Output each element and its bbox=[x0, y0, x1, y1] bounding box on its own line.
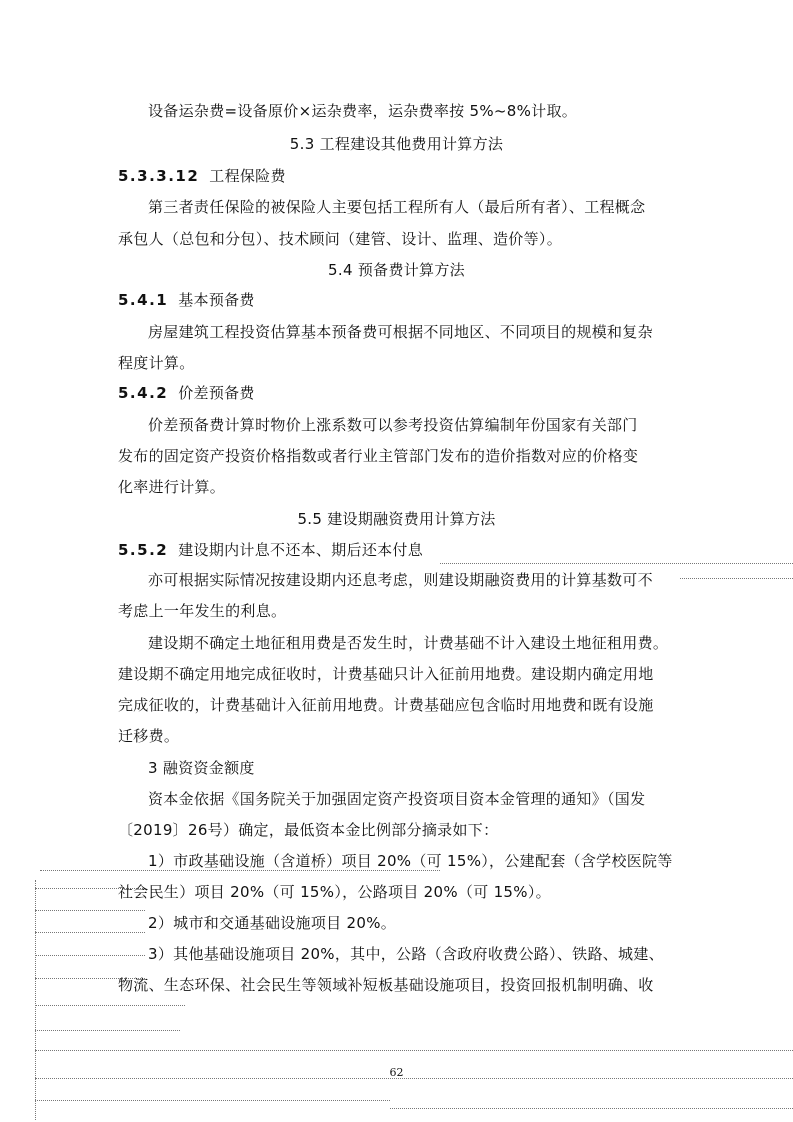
dotted-guide bbox=[35, 955, 145, 956]
clause-heading bbox=[118, 540, 423, 560]
dotted-guide bbox=[35, 1005, 185, 1006]
body-line: 化率进行计算。 bbox=[118, 478, 226, 496]
body-line: 程度计算。 bbox=[118, 354, 195, 372]
dotted-guide bbox=[35, 1100, 390, 1101]
body-line: 建设期不确定土地征租用费是否发生时，计费基础不计入建设土地征租用费。 bbox=[148, 634, 669, 652]
dotted-guide bbox=[35, 880, 36, 1120]
body-line: 建设期不确定用地完成征收时，计费基础只计入征前用地费。建设期内确定用地 bbox=[118, 665, 654, 683]
body-line: 完成征收的，计费基础计入征前用地费。计费基础应包含临时用地费和既有设施 bbox=[118, 696, 654, 714]
body-line: 考虑上一年发生的利息。 bbox=[118, 602, 287, 620]
clause-title: 基本预备费 bbox=[178, 291, 255, 309]
subsection-heading: 3 融资资金额度 bbox=[148, 759, 255, 777]
body-line: 社会民生）项目 20%（可 15%），公路项目 20%（可 15%）。 bbox=[118, 883, 551, 901]
clause-heading bbox=[118, 290, 255, 310]
body-line: 第三者责任保险的被保险人主要包括工程所有人（最后所有者）、工程概念 bbox=[148, 198, 646, 216]
section-heading: 5.3 工程建设其他费用计算方法 bbox=[289, 135, 504, 153]
body-line: 〔2019〕26号）确定，最低资本金比例部分摘录如下： bbox=[118, 821, 499, 839]
list-item: 2）城市和交通基础设施项目 20%。 bbox=[148, 914, 397, 932]
body-line: 承包人（总包和分包）、技术顾问（建管、设计、监理、造价等）。 bbox=[118, 230, 563, 248]
list-item: 1）市政基础设施（含道桥）项目 20%（可 15%），公建配套（含学校医院等 bbox=[148, 852, 673, 870]
body-line: 资本金依据《国务院关于加强固定资产投资项目资本金管理的通知》（国发 bbox=[148, 790, 646, 808]
clause-number: 5.4.2 bbox=[118, 384, 169, 402]
body-line: 价差预备费计算时物价上涨系数可以参考投资估算编制年份国家有关部门 bbox=[148, 416, 638, 434]
clause-heading bbox=[118, 166, 286, 186]
clause-title: 价差预备费 bbox=[178, 384, 255, 402]
dotted-guide bbox=[390, 1108, 793, 1109]
dotted-guide bbox=[440, 563, 793, 564]
clause-title: 建设期内计息不还本、期后还本付息 bbox=[178, 541, 424, 559]
clause-number: 5.4.1 bbox=[118, 291, 169, 309]
page-number: 62 bbox=[389, 1066, 404, 1079]
body-line: 房屋建筑工程投资估算基本预备费可根据不同地区、不同项目的规模和复杂 bbox=[148, 323, 653, 341]
dotted-guide bbox=[35, 1030, 180, 1031]
clause-number: 5.5.2 bbox=[118, 541, 169, 559]
body-line: 设备运杂费=设备原价×运杂费率，运杂费率按 5%~8%计取。 bbox=[148, 102, 578, 120]
section-heading: 5.5 建设期融资费用计算方法 bbox=[297, 510, 496, 528]
clause-title: 工程保险费 bbox=[209, 167, 286, 185]
list-item: 3）其他基础设施项目 20%，其中，公路（含政府收费公路）、铁路、城建、 bbox=[148, 945, 664, 963]
body-line: 亦可根据实际情况按建设期内还息考虑，则建设期融资费用的计算基数可不 bbox=[148, 571, 653, 589]
body-line: 物流、生态环保、社会民生等领域补短板基础设施项目，投资回报机制明确、收 bbox=[118, 976, 654, 994]
section-heading: 5.4 预备费计算方法 bbox=[328, 261, 465, 279]
body-line: 迁移费。 bbox=[118, 727, 180, 745]
dotted-guide bbox=[35, 1050, 793, 1051]
body-line: 发布的固定资产投资价格指数或者行业主管部门发布的造价指数对应的价格变 bbox=[118, 447, 639, 465]
clause-heading bbox=[118, 383, 255, 403]
dotted-guide bbox=[680, 578, 793, 579]
dotted-guide bbox=[35, 932, 145, 933]
clause-number: 5.3.3.12 bbox=[118, 167, 200, 185]
dotted-guide bbox=[35, 910, 145, 911]
